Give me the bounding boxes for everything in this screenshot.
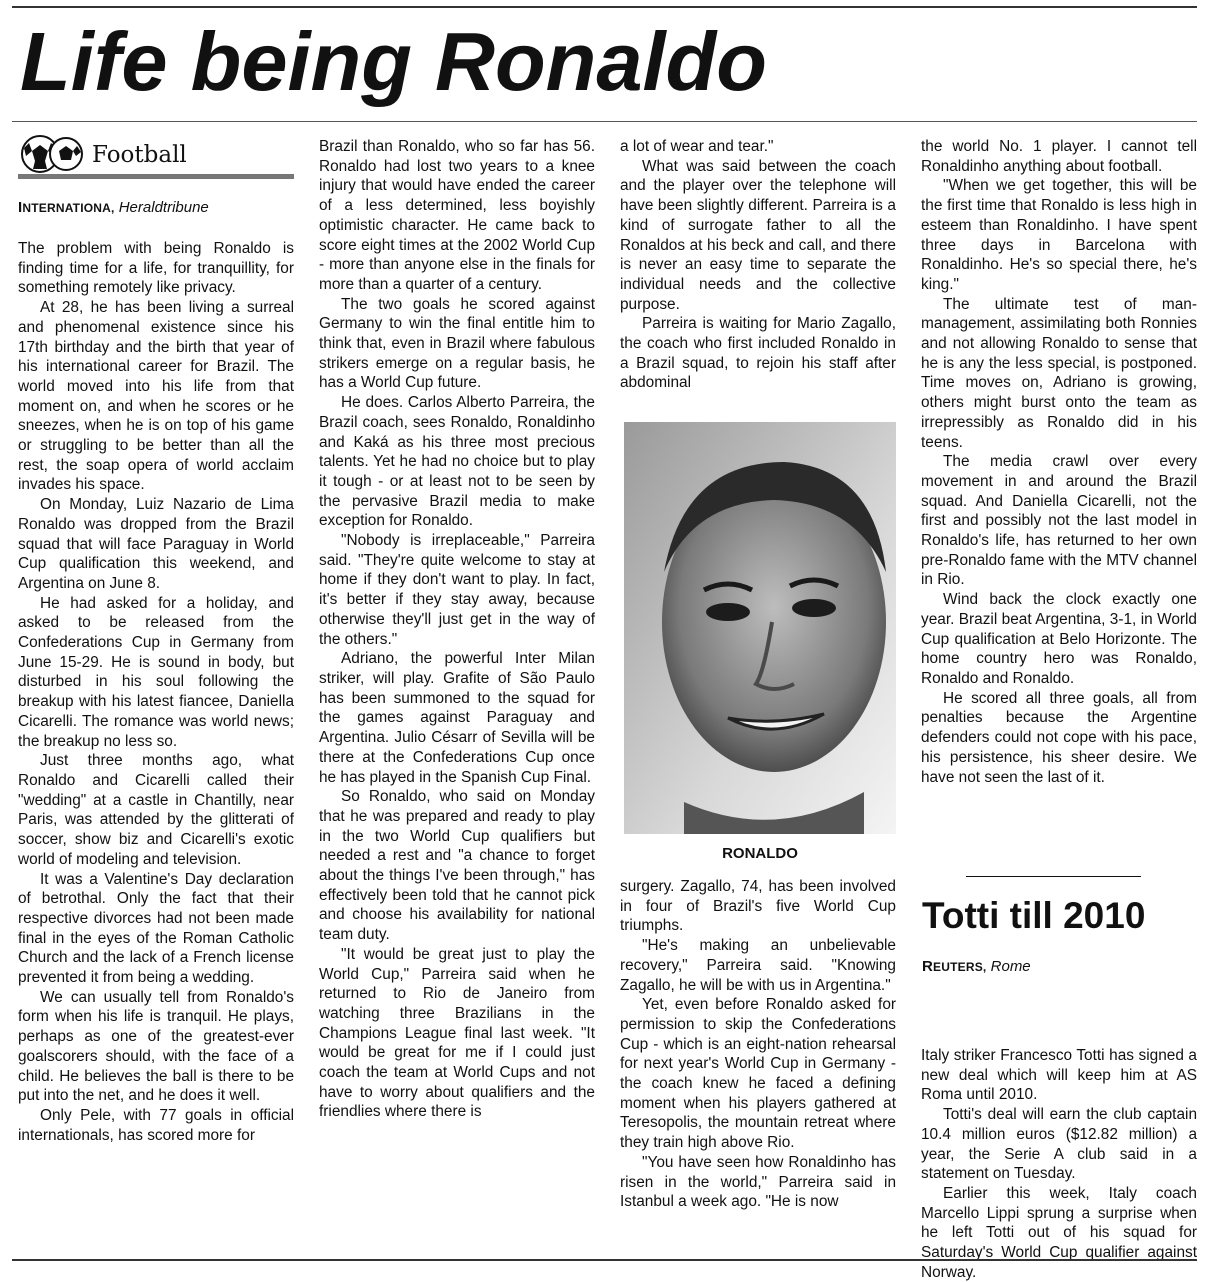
story2-byline bbox=[922, 958, 1031, 975]
paragraph: "You have seen how Ronaldinho has risen in the world," Parreira said in Istanbul a week ago. "He is now bbox=[620, 1153, 896, 1211]
football-icon bbox=[20, 134, 84, 174]
paragraph: Brazil than Ronaldo, who so far has 56. Ronaldo had lost two years to a knee injury that would have ended the career of a less determined, less boyishly optimistic character. He came back to score eight times at the 2002 World Cup - more than anyone else in the finals for more than a quarter of a century. bbox=[319, 138, 595, 293]
paragraph: On Monday, Luiz Nazario de Lima Ronaldo was dropped from the Brazil squad that will face Paraguay in World Cup qualification this weekend, and Argentina on June 8. bbox=[18, 496, 294, 592]
paragraph: Wind back the clock exactly one year. Brazil beat Argentina, 3-1, in World Cup qualification at Belo Horizonte. The home country hero was Ronaldo, Ronaldo and Ronaldo. bbox=[921, 591, 1197, 687]
section-label: Football bbox=[92, 142, 187, 168]
paragraph: He does. Carlos Alberto Parreira, the Brazil coach, sees Ronaldo, Ronaldinho and Kaká as his three most precious talents. Yet he had no choice but to play it tough - or at least not to be seen by the pervasive Brazil media to make exception for Ronaldo. bbox=[319, 394, 595, 530]
paragraph: The two goals he scored against Germany to win the final entitle him to think that, even in Brazil where fabulous strikers emerge on a regular basis, he has a World Cup future. bbox=[319, 295, 595, 392]
byline-org: INTERNATIONA, bbox=[18, 199, 115, 216]
story2-body bbox=[921, 1046, 1197, 1282]
bottom-rule bbox=[12, 1259, 1197, 1261]
byline bbox=[18, 199, 209, 216]
paragraph: "He's making an unbelievable recovery," Parreira said. "Knowing Zagallo, he will be with us in Argentina." bbox=[620, 937, 896, 994]
paragraph: "Nobody is irreplaceable," Parreira said. "They're quite welcome to stay at home if they don't want to play. In fact, it's better if they stay away, because otherwise they'll just get in the way of the others." bbox=[319, 532, 595, 648]
paragraph: Adriano, the powerful Inter Milan striker, will play. Grafite of São Paulo has been summoned to the squad for the games against Paraguay and Argentina. Julio Césarr of Sevilla will be there at the Confederations Cup once he has played in the Spanish Cup Final. bbox=[319, 650, 595, 786]
article-column-2 bbox=[319, 137, 595, 1122]
paragraph: "When we get together, this will be the first time that Ronaldo is less high in esteem than Ronaldinho. I have spent three days in Barcelona with Ronaldinho. He's so special there, he's king." bbox=[921, 177, 1197, 293]
top-rule bbox=[12, 6, 1197, 8]
story2-headline: Totti till 2010 bbox=[922, 895, 1146, 936]
paragraph: Just three months ago, what Ronaldo and Cicarelli called their "wedding" at a castle in Chantilly, near Paris, was attended by the glitterati of soccer, show biz and Cicarelli's exotic world of modeling and television. bbox=[18, 752, 294, 868]
paragraph: Italy striker Francesco Totti has signed a new deal which will keep him at AS Roma until 2010. bbox=[921, 1047, 1197, 1104]
paragraph: So Ronaldo, who said on Monday that he was prepared and ready to play in the two World Cup qualifiers but needed a rest and "a chance to forget about the things I've been through," has effectively been told that he cannot pick and choose his availability for national team duty. bbox=[319, 788, 595, 944]
section-header bbox=[18, 132, 294, 178]
paragraph: We can usually tell from Ronaldo's form when his life is tranquil. He plays, perhaps as one of the greatest-ever goalscorers should, with the face of a child. He believes the ball is there to be put into the net, and he does it well. bbox=[18, 988, 294, 1105]
headline: Life being Ronaldo bbox=[20, 15, 767, 108]
section-underline bbox=[18, 174, 294, 179]
byline-source: Rome bbox=[990, 958, 1031, 975]
story-separator bbox=[966, 876, 1141, 877]
paragraph: The problem with being Ronaldo is finding time for a life, for tranquillity, for something remotely like privacy. bbox=[18, 240, 294, 297]
article-column-3-top bbox=[620, 137, 896, 393]
photo-caption: RONALDO bbox=[722, 845, 798, 862]
paragraph: At 28, he has been living a surreal and phenomenal existence since his 17th birthday and the birth that year of his international career for Brazil. The world moved into his life from that moment on, and when he scores or he sneezes, when he is on top of his game or struggling to be better than all the rest, the soap opera of world acclaim invades his space. bbox=[18, 299, 294, 494]
article-column-1 bbox=[18, 239, 294, 1145]
paragraph: Earlier this week, Italy coach Marcello Lippi sprung a surprise when he left Totti out of his squad for Saturday's World Cup qualifier against Norway. bbox=[921, 1184, 1197, 1281]
byline-source: Heraldtribune bbox=[118, 199, 209, 216]
article-column-4 bbox=[921, 137, 1197, 787]
paragraph: a lot of wear and tear." bbox=[620, 138, 774, 155]
paragraph: What was said between the coach and the player over the telephone will have been slightly different. Parreira is a kind of surrogate father to all the Ronaldos at his beck and call, and there is never an easy time to separate the individual needs and the collective purpose. bbox=[620, 157, 896, 313]
paragraph: surgery. Zagallo, 74, has been involved in four of Brazil's five World Cup triumphs. bbox=[620, 878, 896, 935]
ronaldo-photo bbox=[624, 422, 896, 834]
headline-rule bbox=[12, 121, 1197, 122]
article-column-3-bottom bbox=[620, 877, 896, 1212]
paragraph: the world No. 1 player. I cannot tell Ronaldinho anything about football. bbox=[921, 138, 1197, 175]
paragraph: He scored all three goals, all from penalties because the Argentine defenders could not cope with his pace, his persistence, his sheer desire. We have not seen the last of it. bbox=[921, 689, 1197, 786]
paragraph: He had asked for a holiday, and asked to be released from the Confederations Cup in Germany from June 15-29. He is sound in body, but disturbed in his soul following the breakup with his latest fiancee, Daniella Cicarelli. The romance was world news; the breakup no less so. bbox=[18, 594, 294, 750]
paragraph: "It would be great just to play the World Cup," Parreira said when he returned to Rio de Janeiro from watching three Brazilians in the Champions League final last week. "It would be great for me if I could just coach the team at World Cups and not have to worry about qualifiers and the friendlies where there is bbox=[319, 945, 595, 1121]
paragraph: It was a Valentine's Day declaration of betrothal. Only the fact that their respective divorces had not been made final in the eyes of the Roman Catholic Church and the lack of a French license prevented it from being a wedding. bbox=[18, 870, 294, 987]
paragraph: The ultimate test of man-management, assimilating both Ronnies and not allowing Ronaldo to sense that he is any the less special, is postponed. Time moves on, Adriano is growing, others might burst onto the team as irrepressibly as Ronaldo did in his teens. bbox=[921, 295, 1197, 451]
paragraph: Yet, even before Ronaldo asked for permission to skip the Confederations Cup - which is an eight-nation rehearsal for next year's World Cup in Germany - the coach knew he faced a defining moment when his players gathered at Teresopolis, the mountain retreat where they train high above Rio. bbox=[620, 996, 896, 1152]
paragraph: Only Pele, with 77 goals in official internationals, has scored more for bbox=[18, 1106, 294, 1144]
paragraph: The media crawl over every movement in and around the Brazil squad. And Daniella Cicarelli, not the first and possibly not the last model in Ronaldo's life, has returned to her own pre-Ronaldo fame with the MTV channel in Rio. bbox=[921, 453, 1197, 589]
paragraph: Totti's deal will earn the club captain 10.4 million euros ($12.82 million) a year, the Serie A club said in a statement on Tuesday. bbox=[921, 1106, 1197, 1183]
byline-org: REUTERS, bbox=[922, 958, 987, 975]
paragraph: Parreira is waiting for Mario Zagallo, the coach who first included Ronaldo in a Brazil squad, to rejoin his staff after abdominal bbox=[620, 315, 896, 392]
